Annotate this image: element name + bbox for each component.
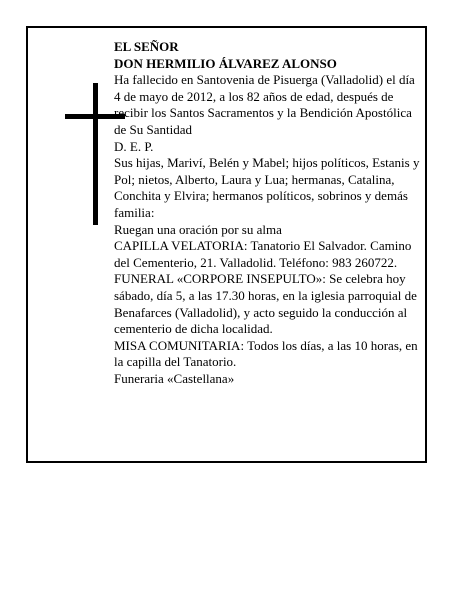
funeral-home: Funeraria «Castellana» [114,370,235,386]
family-list: Sus hijas, Mariví, Belén y Mabel; hijos políticos, Estanis y Pol; nietos, Alberto, Laura y Lua; hermanas, Catalina, Conchita y Elvira; hermanos políticos, sobrinos y demás familia: [114,155,420,220]
rip-line: D. E. P. [114,138,154,154]
funeral-info: FUNERAL «CORPORE INSEPULTO»: Se celebra hoy sábado, día 5, a las 17.30 horas, en la iglesia parroquial de Benafarces (Valladolid), y acto seguido la conducción al cementerio de dicha localidad. [114,271,417,337]
notice-title: EL SEÑOR [114,39,179,54]
cross-vertical-bar [93,83,98,225]
deceased-name: DON HERMILIO ÁLVAREZ ALONSO [114,55,337,71]
prayer-request: Ruegan una oración por su alma [114,221,282,237]
obituary-text [114,39,420,387]
chapel-info: CAPILLA VELATORIA: Tanatorio El Salvador. Camino del Cementerio, 21. Valladolid. Teléfono: 983 260722. [114,238,412,270]
death-announcement: Ha fallecido en Santovenia de Pisuerga (Valladolid) el día 4 de mayo de 2012, a los 82 años de edad, después de recibir los Santos Sacramentos y la Bendición Apostólica de Su Santidad [114,72,415,137]
mass-info: MISA COMUNITARIA: Todos los días, a las 10 horas, en la capilla del Tanatorio. [114,337,418,370]
